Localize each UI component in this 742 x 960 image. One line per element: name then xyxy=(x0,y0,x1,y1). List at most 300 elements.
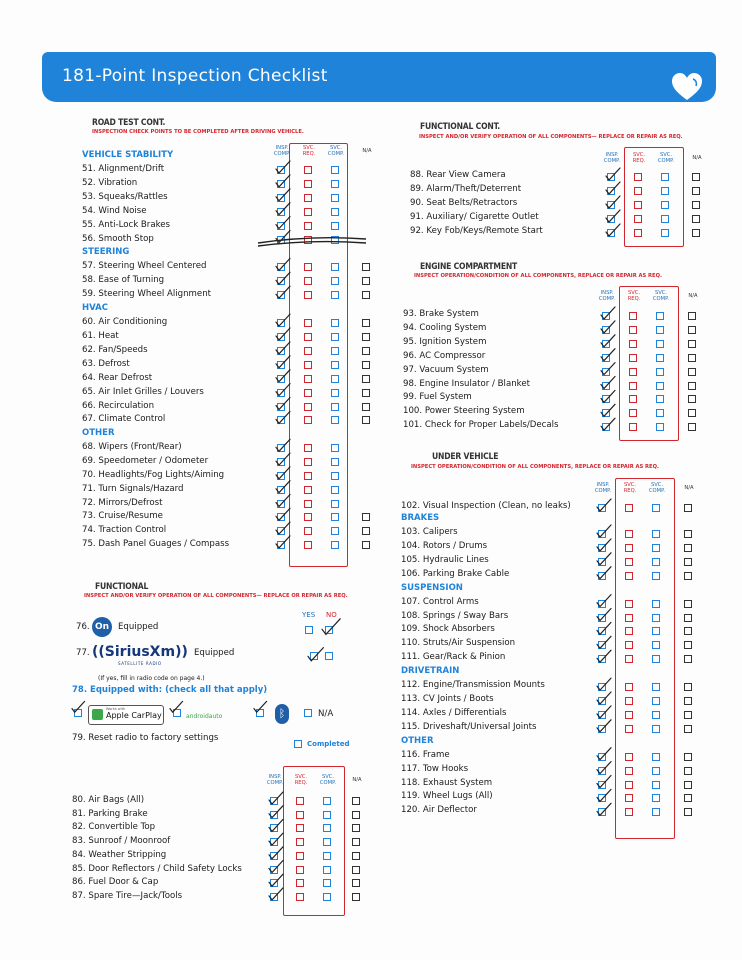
svc-comp-checkbox[interactable] xyxy=(656,395,664,403)
na-checkbox[interactable] xyxy=(684,614,692,622)
insp-comp-checkbox[interactable] xyxy=(598,683,606,691)
na-checkbox[interactable] xyxy=(692,173,700,181)
svc-req-checkbox[interactable] xyxy=(304,208,312,216)
svc-comp-checkbox[interactable] xyxy=(331,389,339,397)
col-svccomp-label: SVC. xyxy=(659,152,673,158)
na-checkbox[interactable] xyxy=(692,215,700,223)
na-checkbox[interactable] xyxy=(684,655,692,663)
svc-comp-checkbox[interactable] xyxy=(652,808,660,816)
svc-comp-checkbox[interactable] xyxy=(323,838,331,846)
insp-comp-checkbox[interactable] xyxy=(607,215,615,223)
na-checkbox[interactable] xyxy=(362,319,370,327)
na-checkbox[interactable] xyxy=(684,558,692,566)
na-checkbox[interactable] xyxy=(352,811,360,819)
svc-req-checkbox[interactable] xyxy=(304,319,312,327)
svc-comp-checkbox[interactable] xyxy=(331,361,339,369)
col-insp-header xyxy=(266,774,284,786)
svc-comp-checkbox[interactable] xyxy=(652,504,660,512)
insp-comp-checkbox[interactable] xyxy=(277,194,285,202)
svc-req-checkbox[interactable] xyxy=(304,527,312,535)
insp-comp-checkbox[interactable] xyxy=(598,572,606,580)
svc-req-checkbox[interactable] xyxy=(629,395,637,403)
insp-comp-checkbox[interactable] xyxy=(598,504,606,512)
col-insp-label2: COMP. xyxy=(594,488,612,494)
insp-comp-checkbox[interactable] xyxy=(598,697,606,705)
na-checkbox[interactable] xyxy=(684,683,692,691)
na-checkbox[interactable] xyxy=(684,767,692,775)
svc-comp-checkbox[interactable] xyxy=(331,166,339,174)
category-other: OTHER xyxy=(82,428,115,439)
svc-comp-checkbox[interactable] xyxy=(652,558,660,566)
na-checkbox[interactable] xyxy=(684,572,692,580)
svc-req-checkbox[interactable] xyxy=(625,572,633,580)
sirius-yes-checkbox[interactable] xyxy=(310,652,318,660)
insp-comp-checkbox[interactable] xyxy=(607,201,615,209)
insp-comp-checkbox[interactable] xyxy=(607,187,615,195)
svc-comp-checkbox[interactable] xyxy=(661,173,669,181)
svc-comp-checkbox[interactable] xyxy=(331,263,339,271)
svc-comp-checkbox[interactable] xyxy=(652,711,660,719)
na-checkbox[interactable] xyxy=(362,403,370,411)
bluetooth-checkbox[interactable] xyxy=(256,709,264,717)
na-checkbox[interactable] xyxy=(684,794,692,802)
na-checkbox[interactable] xyxy=(352,797,360,805)
android-auto-checkbox[interactable] xyxy=(173,709,181,717)
col-insp-label: INSP. xyxy=(268,774,282,780)
insp-comp-checkbox[interactable] xyxy=(602,354,610,362)
svc-req-checkbox[interactable] xyxy=(296,879,304,887)
checklist-item: 98. Engine Insulator / Blanket xyxy=(403,378,530,389)
insp-comp-checkbox[interactable] xyxy=(598,627,606,635)
svc-comp-checkbox[interactable] xyxy=(652,627,660,635)
na-checkbox[interactable] xyxy=(362,333,370,341)
insp-comp-checkbox[interactable] xyxy=(598,725,606,733)
svc-comp-checkbox[interactable] xyxy=(661,187,669,195)
svc-req-checkbox[interactable] xyxy=(304,347,312,355)
svc-req-checkbox[interactable] xyxy=(634,215,642,223)
svc-comp-checkbox[interactable] xyxy=(661,201,669,209)
svc-req-checkbox[interactable] xyxy=(625,544,633,552)
na-checkbox[interactable] xyxy=(688,409,696,417)
svc-comp-checkbox[interactable] xyxy=(652,697,660,705)
insp-comp-checkbox[interactable] xyxy=(270,797,278,805)
na-checkbox[interactable] xyxy=(692,201,700,209)
na-checkbox[interactable] xyxy=(362,375,370,383)
insp-comp-checkbox[interactable] xyxy=(277,541,285,549)
svc-req-checkbox[interactable] xyxy=(304,500,312,508)
svc-comp-checkbox[interactable] xyxy=(656,368,664,376)
col-insp-label2: COMP. xyxy=(603,158,621,164)
svc-comp-checkbox[interactable] xyxy=(656,354,664,362)
na-checkbox[interactable] xyxy=(352,879,360,887)
svc-req-checkbox[interactable] xyxy=(304,375,312,383)
na-checkbox[interactable] xyxy=(684,504,692,512)
insp-comp-checkbox[interactable] xyxy=(277,472,285,480)
insp-comp-checkbox[interactable] xyxy=(277,389,285,397)
svc-req-checkbox[interactable] xyxy=(625,711,633,719)
onstar-equipped-label: Equipped xyxy=(118,622,159,632)
na-checkbox[interactable] xyxy=(362,527,370,535)
svc-comp-checkbox[interactable] xyxy=(652,725,660,733)
insp-comp-checkbox[interactable] xyxy=(607,229,615,237)
na-checkbox[interactable] xyxy=(362,513,370,521)
na-checkbox[interactable] xyxy=(352,866,360,874)
insp-comp-checkbox[interactable] xyxy=(598,808,606,816)
na-checkbox[interactable] xyxy=(362,416,370,424)
insp-comp-checkbox[interactable] xyxy=(270,879,278,887)
insp-comp-checkbox[interactable] xyxy=(598,558,606,566)
svc-comp-checkbox[interactable] xyxy=(331,500,339,508)
svc-req-checkbox[interactable] xyxy=(304,486,312,494)
onstar-no-checkbox[interactable] xyxy=(325,626,333,634)
svc-comp-checkbox[interactable] xyxy=(331,513,339,521)
checklist-item: 119. Wheel Lugs (All) xyxy=(401,791,493,802)
na-checkbox[interactable] xyxy=(352,838,360,846)
svc-req-checkbox[interactable] xyxy=(629,326,637,334)
insp-comp-checkbox[interactable] xyxy=(598,711,606,719)
na-checkbox[interactable] xyxy=(362,263,370,271)
insp-comp-checkbox[interactable] xyxy=(270,824,278,832)
svc-comp-checkbox[interactable] xyxy=(331,541,339,549)
insp-comp-checkbox[interactable] xyxy=(277,236,285,244)
svc-comp-checkbox[interactable] xyxy=(331,527,339,535)
insp-comp-checkbox[interactable] xyxy=(277,347,285,355)
insp-comp-checkbox[interactable] xyxy=(277,263,285,271)
checklist-item: 99. Fuel System xyxy=(403,392,472,403)
svc-comp-checkbox[interactable] xyxy=(656,409,664,417)
na-checkbox[interactable] xyxy=(684,711,692,719)
svc-comp-checkbox[interactable] xyxy=(652,794,660,802)
insp-comp-checkbox[interactable] xyxy=(598,641,606,649)
svc-comp-checkbox[interactable] xyxy=(656,423,664,431)
svc-req-checkbox[interactable] xyxy=(304,277,312,285)
svc-req-checkbox[interactable] xyxy=(304,444,312,452)
svc-comp-checkbox[interactable] xyxy=(331,403,339,411)
insp-comp-checkbox[interactable] xyxy=(270,838,278,846)
svc-column-frame xyxy=(619,286,679,441)
checklist-item: 51. Alignment/Drift xyxy=(82,164,165,174)
svc-comp-checkbox[interactable] xyxy=(661,229,669,237)
svc-req-checkbox[interactable] xyxy=(304,472,312,480)
sirius-no-checkbox[interactable] xyxy=(325,652,333,660)
checklist-item: 85. Door Reflectors / Child Safety Locks xyxy=(72,863,242,874)
na-checkbox[interactable] xyxy=(688,326,696,334)
na-checkbox[interactable] xyxy=(692,187,700,195)
checklist-item: 70. Headlights/Fog Lights/Aiming xyxy=(82,469,225,480)
insp-comp-checkbox[interactable] xyxy=(602,340,610,348)
insp-comp-checkbox[interactable] xyxy=(602,326,610,334)
insp-comp-checkbox[interactable] xyxy=(602,423,610,431)
na-checkbox[interactable] xyxy=(684,753,692,761)
na-checkbox[interactable] xyxy=(688,340,696,348)
svc-req-checkbox[interactable] xyxy=(629,312,637,320)
insp-comp-checkbox[interactable] xyxy=(270,811,278,819)
svc-comp-checkbox[interactable] xyxy=(331,194,339,202)
checklist-item: 92. Key Fob/Keys/Remote Start xyxy=(410,226,543,236)
insp-comp-checkbox[interactable] xyxy=(277,180,285,188)
insp-comp-checkbox[interactable] xyxy=(598,753,606,761)
svc-req-checkbox[interactable] xyxy=(629,340,637,348)
col-na-header: N/A xyxy=(352,777,362,783)
insp-comp-checkbox[interactable] xyxy=(602,409,610,417)
insp-comp-checkbox[interactable] xyxy=(598,781,606,789)
na-checkbox[interactable] xyxy=(684,530,692,538)
insp-comp-checkbox[interactable] xyxy=(602,382,610,390)
svc-comp-checkbox[interactable] xyxy=(656,382,664,390)
svc-comp-checkbox[interactable] xyxy=(323,893,331,901)
svc-comp-checkbox[interactable] xyxy=(331,347,339,355)
svc-comp-checkbox[interactable] xyxy=(652,600,660,608)
svc-req-checkbox[interactable] xyxy=(625,641,633,649)
na-checkbox[interactable] xyxy=(684,544,692,552)
svc-comp-checkbox[interactable] xyxy=(331,486,339,494)
insp-comp-checkbox[interactable] xyxy=(277,222,285,230)
svc-req-checkbox[interactable] xyxy=(304,194,312,202)
svc-comp-checkbox[interactable] xyxy=(331,458,339,466)
insp-comp-checkbox[interactable] xyxy=(277,527,285,535)
svc-req-checkbox[interactable] xyxy=(625,558,633,566)
na-checkbox[interactable] xyxy=(362,277,370,285)
svc-comp-checkbox[interactable] xyxy=(661,215,669,223)
insp-comp-checkbox[interactable] xyxy=(277,277,285,285)
svc-req-checkbox[interactable] xyxy=(304,333,312,341)
checklist-item: 58. Ease of Turning xyxy=(82,275,165,286)
na-checkbox[interactable] xyxy=(362,347,370,355)
insp-comp-checkbox[interactable] xyxy=(277,361,285,369)
insp-comp-checkbox[interactable] xyxy=(277,486,285,494)
insp-comp-checkbox[interactable] xyxy=(277,416,285,424)
na-checkbox[interactable] xyxy=(684,808,692,816)
svc-req-checkbox[interactable] xyxy=(625,753,633,761)
col-insp-label: INSP. xyxy=(600,290,614,296)
na-checkbox[interactable] xyxy=(362,541,370,549)
svc-comp-checkbox[interactable] xyxy=(331,222,339,230)
category-vehicle-stability: VEHICLE STABILITY xyxy=(82,150,174,160)
na-checkbox[interactable] xyxy=(688,312,696,320)
svc-req-checkbox[interactable] xyxy=(625,683,633,691)
svc-req-checkbox[interactable] xyxy=(304,236,312,244)
checklist-item: 68. Wipers (Front/Rear) xyxy=(82,442,182,453)
insp-comp-checkbox[interactable] xyxy=(598,655,606,663)
svc-comp-checkbox[interactable] xyxy=(652,530,660,538)
svc-comp-checkbox[interactable] xyxy=(656,326,664,334)
na-checkbox[interactable] xyxy=(684,627,692,635)
svc-comp-checkbox[interactable] xyxy=(331,180,339,188)
svc-req-checkbox[interactable] xyxy=(629,368,637,376)
svc-comp-checkbox[interactable] xyxy=(656,340,664,348)
svc-req-checkbox[interactable] xyxy=(304,180,312,188)
svc-req-checkbox[interactable] xyxy=(629,423,637,431)
svc-comp-checkbox[interactable] xyxy=(652,753,660,761)
svc-comp-checkbox[interactable] xyxy=(652,781,660,789)
svc-req-checkbox[interactable] xyxy=(304,361,312,369)
svc-comp-checkbox[interactable] xyxy=(652,614,660,622)
svc-comp-checkbox[interactable] xyxy=(323,811,331,819)
svc-req-checkbox[interactable] xyxy=(304,458,312,466)
insp-comp-checkbox[interactable] xyxy=(602,368,610,376)
radio-na-checkbox[interactable] xyxy=(304,709,312,717)
insp-comp-checkbox[interactable] xyxy=(270,893,278,901)
insp-comp-checkbox[interactable] xyxy=(277,458,285,466)
insp-comp-checkbox[interactable] xyxy=(277,291,285,299)
insp-comp-checkbox[interactable] xyxy=(270,866,278,874)
svc-req-checkbox[interactable] xyxy=(625,794,633,802)
insp-comp-checkbox[interactable] xyxy=(270,852,278,860)
insp-comp-checkbox[interactable] xyxy=(277,166,285,174)
svc-req-checkbox[interactable] xyxy=(629,354,637,362)
na-checkbox[interactable] xyxy=(688,423,696,431)
checklist-item: 114. Axles / Differentials xyxy=(401,707,507,718)
reset-completed-checkbox[interactable] xyxy=(294,740,302,748)
na-checkbox[interactable] xyxy=(688,368,696,376)
svc-comp-checkbox[interactable] xyxy=(331,416,339,424)
na-checkbox[interactable] xyxy=(692,229,700,237)
insp-comp-checkbox[interactable] xyxy=(598,600,606,608)
svc-req-checkbox[interactable] xyxy=(304,403,312,411)
siriusxm-sub: SATELLITE RADIO xyxy=(118,661,162,666)
svc-column-frame xyxy=(283,766,345,916)
na-checkbox[interactable] xyxy=(684,725,692,733)
insp-comp-checkbox[interactable] xyxy=(277,333,285,341)
svc-comp-checkbox[interactable] xyxy=(652,641,660,649)
svc-req-checkbox[interactable] xyxy=(625,781,633,789)
checklist-item: 106. Parking Brake Cable xyxy=(401,568,510,579)
checklist-item: 64. Rear Defrost xyxy=(82,372,153,383)
col-insp-label: INSP. xyxy=(275,145,289,151)
checklist-item: 80. Air Bags (All) xyxy=(72,795,145,805)
na-checkbox[interactable] xyxy=(684,641,692,649)
na-checkbox[interactable] xyxy=(362,291,370,299)
checklist-item: 116. Frame xyxy=(401,749,450,760)
svc-req-checkbox[interactable] xyxy=(304,513,312,521)
svc-req-checkbox[interactable] xyxy=(304,541,312,549)
svc-req-checkbox[interactable] xyxy=(304,389,312,397)
insp-comp-checkbox[interactable] xyxy=(277,403,285,411)
na-checkbox[interactable] xyxy=(362,361,370,369)
svc-req-checkbox[interactable] xyxy=(304,166,312,174)
svc-comp-checkbox[interactable] xyxy=(331,236,339,244)
insp-comp-checkbox[interactable] xyxy=(598,530,606,538)
page-title: 181-Point Inspection Checklist xyxy=(62,66,328,86)
svc-req-checkbox[interactable] xyxy=(304,222,312,230)
section-subtitle-functional: INSPECT AND/OR VERIFY OPERATION OF ALL COMPONENTS— REPLACE OR REPAIR AS REQ. xyxy=(84,593,348,599)
insp-comp-checkbox[interactable] xyxy=(598,614,606,622)
checklist-item: 115. Driveshaft/Universal Joints xyxy=(401,721,537,732)
svc-comp-checkbox[interactable] xyxy=(331,208,339,216)
insp-comp-checkbox[interactable] xyxy=(277,513,285,521)
carplay-checkbox[interactable] xyxy=(74,709,82,717)
svc-comp-checkbox[interactable] xyxy=(331,319,339,327)
insp-comp-checkbox[interactable] xyxy=(277,319,285,327)
svc-req-checkbox[interactable] xyxy=(296,824,304,832)
checklist-item: 87. Spare Tire—Jack/Tools xyxy=(72,890,183,901)
na-checkbox[interactable] xyxy=(362,389,370,397)
checklist-item: 95. Ignition System xyxy=(403,336,487,347)
na-checkbox[interactable] xyxy=(684,600,692,608)
svc-req-checkbox[interactable] xyxy=(296,797,304,805)
svc-req-checkbox[interactable] xyxy=(625,530,633,538)
na-checkbox[interactable] xyxy=(352,893,360,901)
svc-req-checkbox[interactable] xyxy=(304,416,312,424)
svc-req-checkbox[interactable] xyxy=(296,866,304,874)
svc-req-checkbox[interactable] xyxy=(625,767,633,775)
insp-comp-checkbox[interactable] xyxy=(277,444,285,452)
svc-comp-checkbox[interactable] xyxy=(331,277,339,285)
svc-req-checkbox[interactable] xyxy=(304,263,312,271)
svc-comp-checkbox[interactable] xyxy=(331,375,339,383)
na-checkbox[interactable] xyxy=(688,382,696,390)
svc-req-checkbox[interactable] xyxy=(625,627,633,635)
svc-req-checkbox[interactable] xyxy=(296,852,304,860)
insp-comp-checkbox[interactable] xyxy=(602,395,610,403)
svc-comp-checkbox[interactable] xyxy=(331,444,339,452)
insp-comp-checkbox[interactable] xyxy=(602,312,610,320)
svc-req-checkbox[interactable] xyxy=(625,504,633,512)
svc-comp-checkbox[interactable] xyxy=(331,472,339,480)
svc-req-checkbox[interactable] xyxy=(634,173,642,181)
svc-req-checkbox[interactable] xyxy=(634,187,642,195)
insp-comp-checkbox[interactable] xyxy=(607,173,615,181)
na-checkbox[interactable] xyxy=(684,697,692,705)
svc-req-checkbox[interactable] xyxy=(625,697,633,705)
svc-comp-checkbox[interactable] xyxy=(323,824,331,832)
onstar-yes-checkbox[interactable] xyxy=(305,626,313,634)
svc-comp-checkbox[interactable] xyxy=(652,767,660,775)
svc-req-checkbox[interactable] xyxy=(634,229,642,237)
svc-comp-checkbox[interactable] xyxy=(652,544,660,552)
svc-req-checkbox[interactable] xyxy=(304,291,312,299)
svc-comp-checkbox[interactable] xyxy=(652,683,660,691)
svc-comp-checkbox[interactable] xyxy=(323,852,331,860)
svc-comp-checkbox[interactable] xyxy=(652,655,660,663)
insp-comp-checkbox[interactable] xyxy=(598,794,606,802)
svc-req-checkbox[interactable] xyxy=(634,201,642,209)
svc-req-checkbox[interactable] xyxy=(629,409,637,417)
svc-req-checkbox[interactable] xyxy=(625,655,633,663)
svc-req-checkbox[interactable] xyxy=(625,808,633,816)
svc-req-checkbox[interactable] xyxy=(296,893,304,901)
insp-comp-checkbox[interactable] xyxy=(598,767,606,775)
na-checkbox[interactable] xyxy=(352,852,360,860)
svc-comp-checkbox[interactable] xyxy=(323,797,331,805)
svc-comp-checkbox[interactable] xyxy=(656,312,664,320)
svc-comp-checkbox[interactable] xyxy=(323,866,331,874)
checklist-item: 111. Gear/Rack & Pinion xyxy=(401,652,506,663)
svc-req-checkbox[interactable] xyxy=(625,614,633,622)
svc-comp-checkbox[interactable] xyxy=(331,333,339,341)
na-checkbox[interactable] xyxy=(684,781,692,789)
svc-req-checkbox[interactable] xyxy=(296,811,304,819)
svc-comp-checkbox[interactable] xyxy=(652,572,660,580)
insp-comp-checkbox[interactable] xyxy=(277,375,285,383)
svc-comp-checkbox[interactable] xyxy=(331,291,339,299)
na-checkbox[interactable] xyxy=(688,354,696,362)
col-svcreq-label: SVC. xyxy=(302,145,316,151)
onstar-logo: On xyxy=(92,617,112,637)
svc-req-checkbox[interactable] xyxy=(296,838,304,846)
svc-comp-checkbox[interactable] xyxy=(323,879,331,887)
insp-comp-checkbox[interactable] xyxy=(598,544,606,552)
svc-req-checkbox[interactable] xyxy=(625,725,633,733)
insp-comp-checkbox[interactable] xyxy=(277,500,285,508)
category-hvac: HVAC xyxy=(82,303,108,314)
insp-comp-checkbox[interactable] xyxy=(277,208,285,216)
svc-req-checkbox[interactable] xyxy=(629,382,637,390)
svc-req-checkbox[interactable] xyxy=(625,600,633,608)
checklist-item: 88. Rear View Camera xyxy=(410,170,506,180)
na-checkbox[interactable] xyxy=(352,824,360,832)
na-checkbox[interactable] xyxy=(688,395,696,403)
